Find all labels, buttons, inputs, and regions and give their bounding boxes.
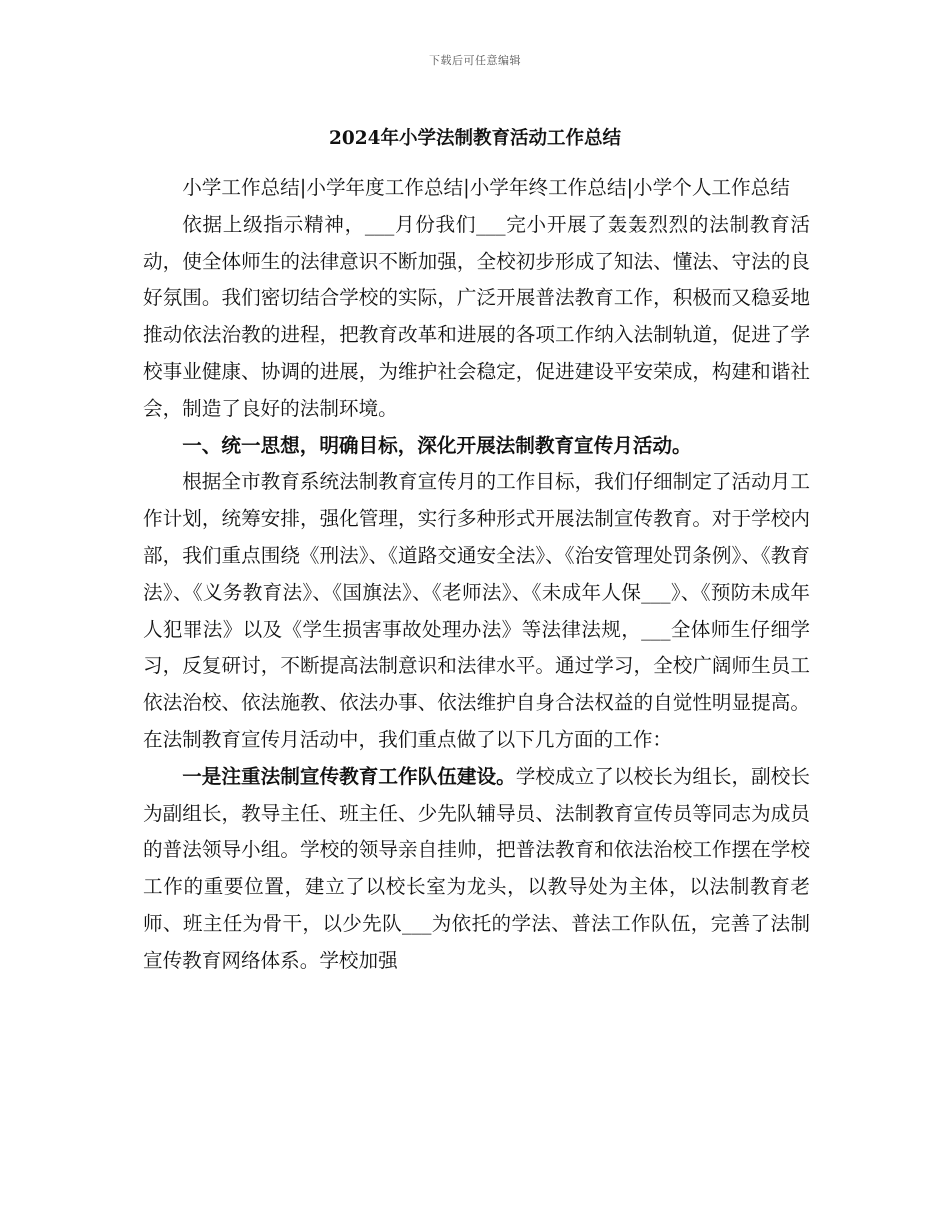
section-1-heading: 一、统一思想，明确目标，深化开展法制教育宣传月活动。 bbox=[182, 433, 692, 457]
document-title: 2024年小学法制教育活动工作总结 bbox=[329, 128, 621, 149]
section-1-paragraph: 根据全市教育系统法制教育宣传月的工作目标，我们仔细制定了活动月工作计划，统筹安排，强化管理，实行多种形式开展法制宣传教育。对于学校内部，我们重点围绕《刑法》、《道路交通安全法》、《治安管理处罚条例》、《教育法》、《义务教育法》、《国旗法》、《老师法》、《未成年人保___》、《预防未成年人犯罪法》以及《学生损害事故处理办法》等法律法规，___全体师生仔细学习，反复研讨，不断提高法制意识和法律水平。通过学习，全校广阔师生员工依法治校、依法施教、依法办事、依法维护自身合法权益的自觉性明显提高。在法制教育宣传月活动中，我们重点做了以下几方面的工作： bbox=[143, 470, 810, 751]
document-body bbox=[143, 170, 810, 980]
page-header-note: 下载后可任意编辑 bbox=[429, 54, 521, 67]
intro-paragraph: 依据上级指示精神，___月份我们___完小开展了轰轰烈烈的法制教育活动，使全体师生的法律意识不断加强，全校初步形成了知法、懂法、守法的良好氛围。我们密切结合学校的实际，广泛开展普法教育工作，积极而又稳妥地推动依法治教的进程，把教育改革和进展的各项工作纳入法制轨道，促进了学校事业健康、协调的进展，为维护社会稳定，促进建设平安荣成，构建和谐社会，制造了良好的法制环境。 bbox=[143, 212, 810, 420]
tags-paragraph: 小学工作总结|小学年度工作总结|小学年终工作总结|小学个人工作总结 bbox=[182, 176, 790, 199]
point-1-body: 学校成立了以校长为组长，副校长为副组长，教导主任、班主任、少先队辅导员、法制教育宣传员等同志为成员的普法领导小组。学校的领导亲自挂帅，把普法教育和依法治校工作摆在学校工作的重要位置，建立了以校长室为龙头，以教导处为主体，以法制教育老师、班主任为骨干，以少先队___为依托的学法、普法工作队伍，完善了法制宣传教育网络体系。学校加强 bbox=[143, 764, 811, 972]
point-1-lead: 一是注重法制宣传教育工作队伍建设。 bbox=[182, 764, 516, 788]
point-1-paragraph bbox=[143, 759, 810, 980]
